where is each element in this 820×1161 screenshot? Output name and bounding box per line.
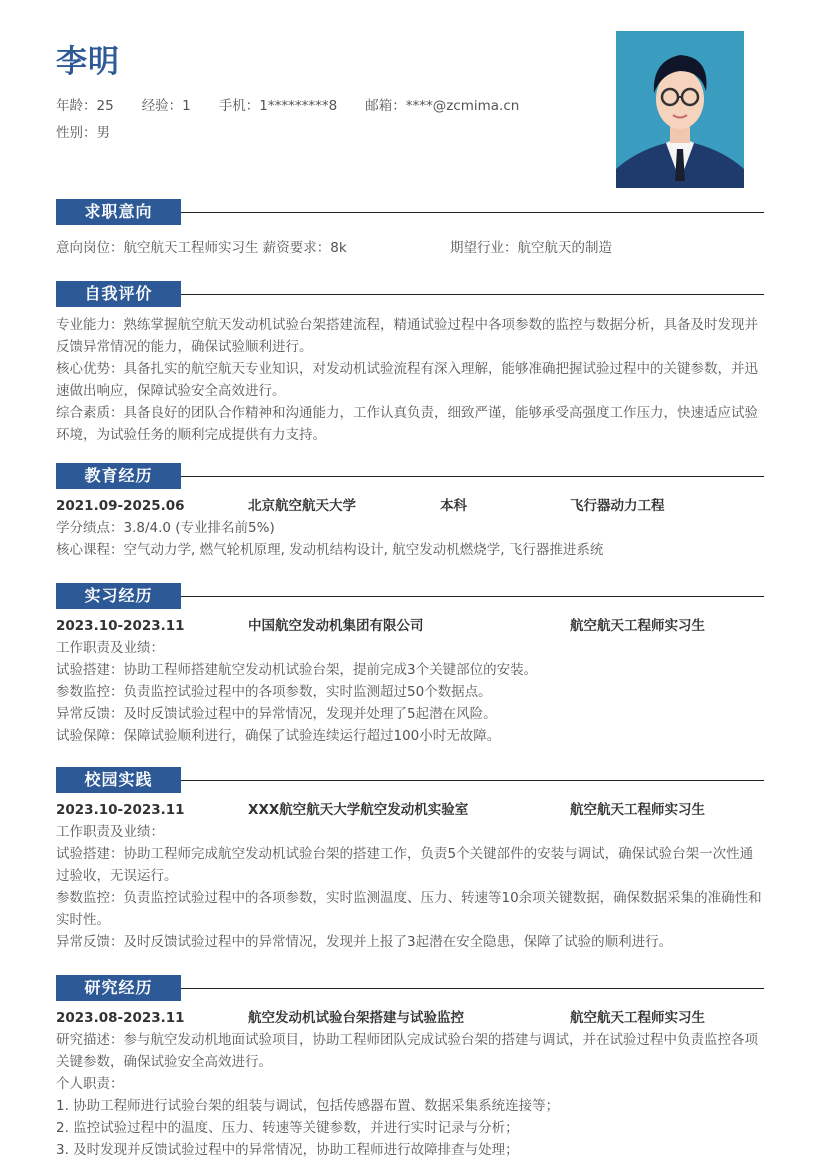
divider [181,596,764,597]
section-title: 研究经历 [56,975,181,1001]
age: 年龄：25 [56,98,114,114]
edu-period: 2021.09-2025.06 [56,498,185,514]
edu-degree: 本科 [440,498,468,514]
profile-photo [616,31,744,188]
section-title: 求职意向 [56,199,181,225]
intern-line: 参数监控：负责监控试验过程中的各项参数，实时监测超过50个数据点。 [56,684,492,700]
research-line: 2. 监控试验过程中的温度、压力、转速等关键参数，并进行实时记录与分析； [56,1120,519,1136]
research-role: 航空航天工程师实习生 [570,1010,706,1026]
basic-info-row-2 [56,121,138,141]
intern-period: 2023.10-2023.11 [56,618,185,634]
divider [181,988,764,989]
section-title: 校园实践 [56,767,181,793]
edu-courses: 核心课程：空气动力学, 燃气轮机原理, 发动机结构设计, 航空发动机燃烧学, 飞行器推进系统 [56,542,604,558]
section-title: 实习经历 [56,583,181,609]
section-job-intent [56,199,764,259]
divider [181,476,764,477]
intern-line: 异常反馈：及时反馈试验过程中的异常情况，发现并处理了5起潜在风险。 [56,706,497,722]
divider [181,212,764,213]
campus-line: 参数监控：负责监控试验过程中的各项参数，实时监测温度、压力、转速等10余项关键数据，确保数据采集的准确性和实时性。 [56,890,762,928]
research-line: 3. 及时发现并反馈试验过程中的异常情况，协助工程师进行故障排查与处理； [56,1142,519,1158]
intern-role: 航空航天工程师实习生 [570,618,706,634]
edu-gpa: 学分绩点：3.8/4.0 (专业排名前5%) [56,520,275,536]
phone: 手机：1*********8 [218,98,338,114]
intern-line: 工作职责及业绩： [56,640,164,656]
campus-role: 航空航天工程师实习生 [570,802,706,818]
intern-line: 试验保障：保障试验顺利进行，确保了试验连续运行超过100小时无故障。 [56,728,501,744]
candidate-name: 李明 [56,44,120,80]
section-internship [56,583,764,747]
intent-position: 意向岗位：航空航天工程师实习生 薪资要求：8k [56,240,347,256]
section-title: 自我评价 [56,281,181,307]
section-campus-practice [56,767,764,953]
campus-org: XXX航空航天大学航空发动机实验室 [248,802,469,818]
divider [181,294,764,295]
basic-info-row-1 [56,94,547,114]
campus-line: 工作职责及业绩： [56,824,164,840]
edu-school: 北京航空航天大学 [248,498,357,514]
section-title: 教育经历 [56,463,181,489]
campus-line: 异常反馈：及时反馈试验过程中的异常情况，发现并上报了3起潜在安全隐患，保障了试验的顺利进行。 [56,934,673,950]
self-eval-line: 综合素质：具备良好的团队合作精神和沟通能力，工作认真负责，细致严谨，能够承受高强度工作压力，快速适应试验环境，为试验任务的顺利完成提供有力支持。 [56,405,758,443]
self-eval-line: 专业能力：熟练掌握航空航天发动机试验台架搭建流程，精通试验过程中各项参数的监控与数据分析，具备及时发现并反馈异常情况的能力，确保试验顺利进行。 [56,317,758,355]
research-project: 航空发动机试验台架搭建与试验监控 [248,1010,465,1026]
research-line: 1. 协助工程师进行试验台架的组装与调试，包括传感器布置、数据采集系统连接等； [56,1098,560,1114]
section-self-evaluation [56,281,764,446]
section-education [56,463,764,561]
research-line: 个人职责： [56,1076,124,1092]
divider [181,780,764,781]
research-line: 研究描述：参与航空发动机地面试验项目，协助工程师团队完成试验台架的搭建与调试，并在试验过程中负责监控各项关键参数，确保试验安全高效进行。 [56,1032,758,1070]
section-research [56,975,764,1161]
research-period: 2023.08-2023.11 [56,1010,185,1026]
campus-period: 2023.10-2023.11 [56,802,185,818]
gender: 性别：男 [56,125,110,141]
experience: 经验：1 [141,98,191,114]
intern-company: 中国航空发动机集团有限公司 [248,618,424,634]
edu-major: 飞行器动力工程 [570,498,665,514]
intern-line: 试验搭建：协助工程师搭建航空发动机试验台架，提前完成3个关键部位的安装。 [56,662,538,678]
email: 邮箱：****@zcmima.cn [365,98,520,114]
campus-line: 试验搭建：协助工程师完成航空发动机试验台架的搭建工作，负责5个关键部件的安装与调试，确保试验台架一次性通过验收，无误运行。 [56,846,754,884]
self-eval-line: 核心优势：具备扎实的航空航天专业知识，对发动机试验流程有深入理解，能够准确把握试验过程中的关键参数，并迅速做出响应，保障试验安全高效进行。 [56,361,758,399]
intent-industry: 期望行业：航空航天的制造 [450,240,612,256]
